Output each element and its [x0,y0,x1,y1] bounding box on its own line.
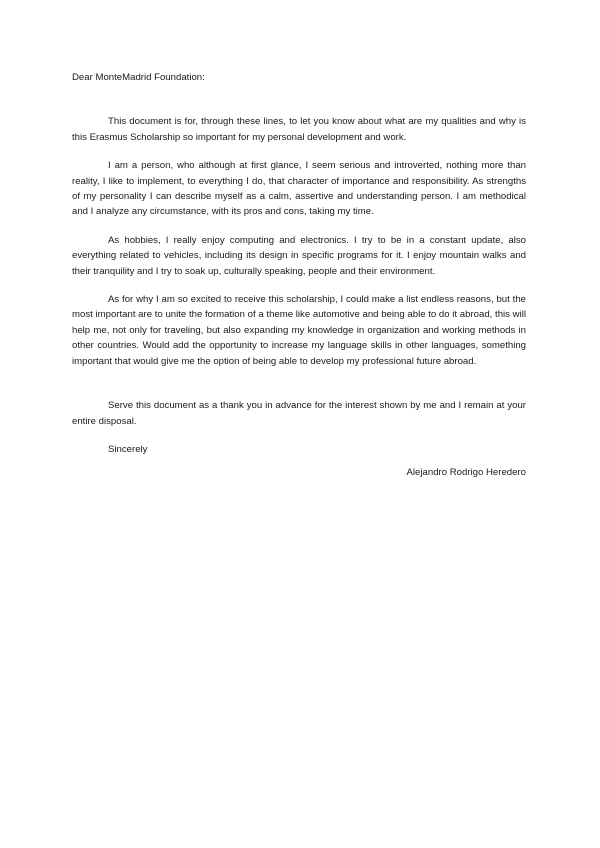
letter-body [72,70,526,481]
closing: Sincerely [108,443,148,455]
paragraph-purpose: This document is for, through these lines, to let you know about what are my qualities and why is this Erasmus Scholarship so important for my personal development and work. [72,116,526,143]
paragraph-personality: I am a person, who although at first glance, I seem serious and introverted, nothing more than reality, I like to implement, to everything I do, that character of importance and responsibility. As strengths of my personality I can describe myself as a calm, assertive and understanding person. I am methodical and I analyze any circumstance, with its pros and cons, taking my time. [72,160,526,218]
paragraph-thanks: Serve this document as a thank you in advance for the interest shown by me and I remain at your entire disposal. [72,400,526,427]
paragraph-hobbies: As hobbies, I really enjoy computing and electronics. I try to be in a constant update, also everything related to vehicles, including its design in specific programs for it. I enjoy mountain walks and their tranquility and I try to soak up, culturally speaking, people and their environment. [72,234,526,277]
salutation: Dear MonteMadrid Foundation: [72,72,205,83]
paragraph-motivation: As for why I am so excited to receive this scholarship, I could make a list endless reasons, but the most important are to unite the formation of a theme like automotive and being able to do it abroad, this will help me, not only for traveling, but also expanding my knowledge in organization and working methods in other countries. Would add the opportunity to increase my language skills in other languages, something important that would give me the option of being able to develop my professional future abroad. [72,294,526,367]
signature-name: Alejandro Rodrigo Heredero [406,467,526,479]
